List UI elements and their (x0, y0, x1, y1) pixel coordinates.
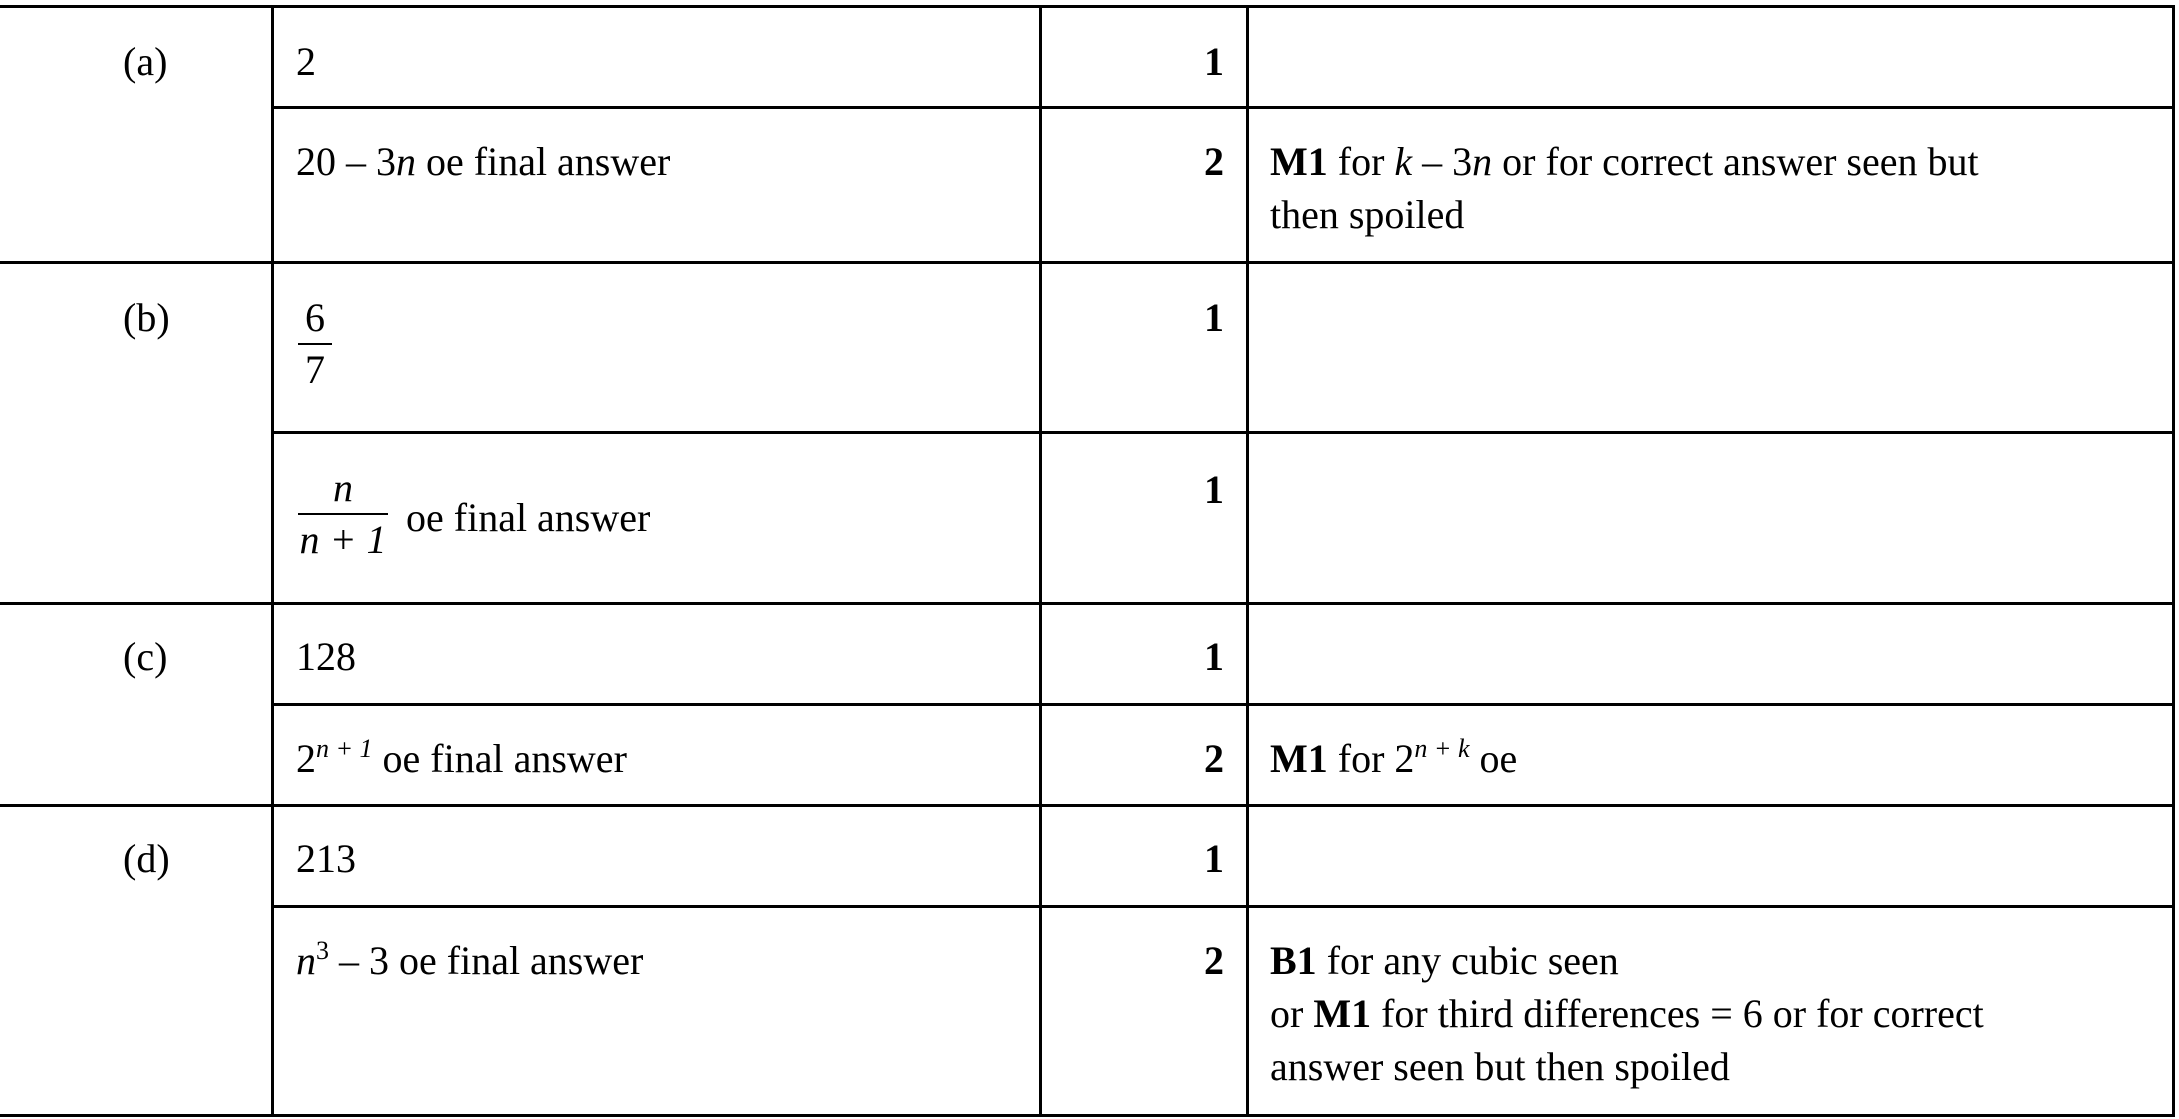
mark-b-2: 1 (1204, 467, 1224, 512)
col-divider-1 (271, 5, 274, 1117)
row-divider (271, 106, 2175, 109)
answer-c-2: $2^{n + 1}$ oe final answer (296, 734, 627, 781)
guidance-d-2-line2: or M1 for third differences = 6 or for correct (1270, 991, 1984, 1036)
part-label-d: (d) (123, 836, 170, 881)
row-divider (271, 905, 2175, 908)
mark-a-1: 1 (1204, 39, 1224, 84)
guidance-a-2: M1 for k – 3n or for correct answer seen but (1270, 139, 1979, 184)
col-divider-2 (1039, 5, 1042, 1117)
answer-d-2: $n^3 - 3$ oe final answer (296, 936, 644, 983)
guidance-c-2: M1 for $2^{n + k}$ oe (1270, 734, 1518, 781)
mark-d-2: 2 (1204, 938, 1224, 983)
row-divider (0, 602, 2175, 605)
part-label-b: (b) (123, 295, 170, 340)
row-divider (271, 703, 2175, 706)
row-divider-top (0, 5, 2175, 8)
fraction-six-sevenths: 6 7 (298, 293, 332, 395)
answer-a-2: 20 – 3n oe final answer (296, 139, 671, 184)
col-divider-3 (1246, 5, 1249, 1117)
mark-scheme-table (0, 5, 2179, 1117)
answer-b-2-suffix: oe final answer (396, 495, 651, 540)
row-divider (0, 804, 2175, 807)
answer-d-1: 213 (296, 836, 356, 881)
mark-a-2: 2 (1204, 139, 1224, 184)
answer-a-1: 2 (296, 39, 316, 84)
mark-b-1: 1 (1204, 295, 1224, 340)
mark-c-1: 1 (1204, 634, 1224, 679)
row-divider (271, 431, 2175, 434)
guidance-d-2-line3: answer seen but then spoiled (1270, 1044, 1730, 1089)
row-divider-bottom (0, 1114, 2175, 1117)
part-label-a: (a) (123, 39, 168, 84)
row-divider (0, 261, 2175, 264)
mark-c-2: 2 (1204, 736, 1224, 781)
fraction-n-over-n-plus-1: n n + 1 (299, 465, 387, 562)
guidance-a-2-line2: then spoiled (1270, 192, 1465, 237)
answer-c-1: 128 (296, 634, 356, 679)
guidance-d-2: B1 for any cubic seen (1270, 938, 1619, 983)
col-divider-right (2172, 5, 2175, 1117)
mark-d-1: 1 (1204, 836, 1224, 881)
part-label-c: (c) (123, 634, 168, 679)
